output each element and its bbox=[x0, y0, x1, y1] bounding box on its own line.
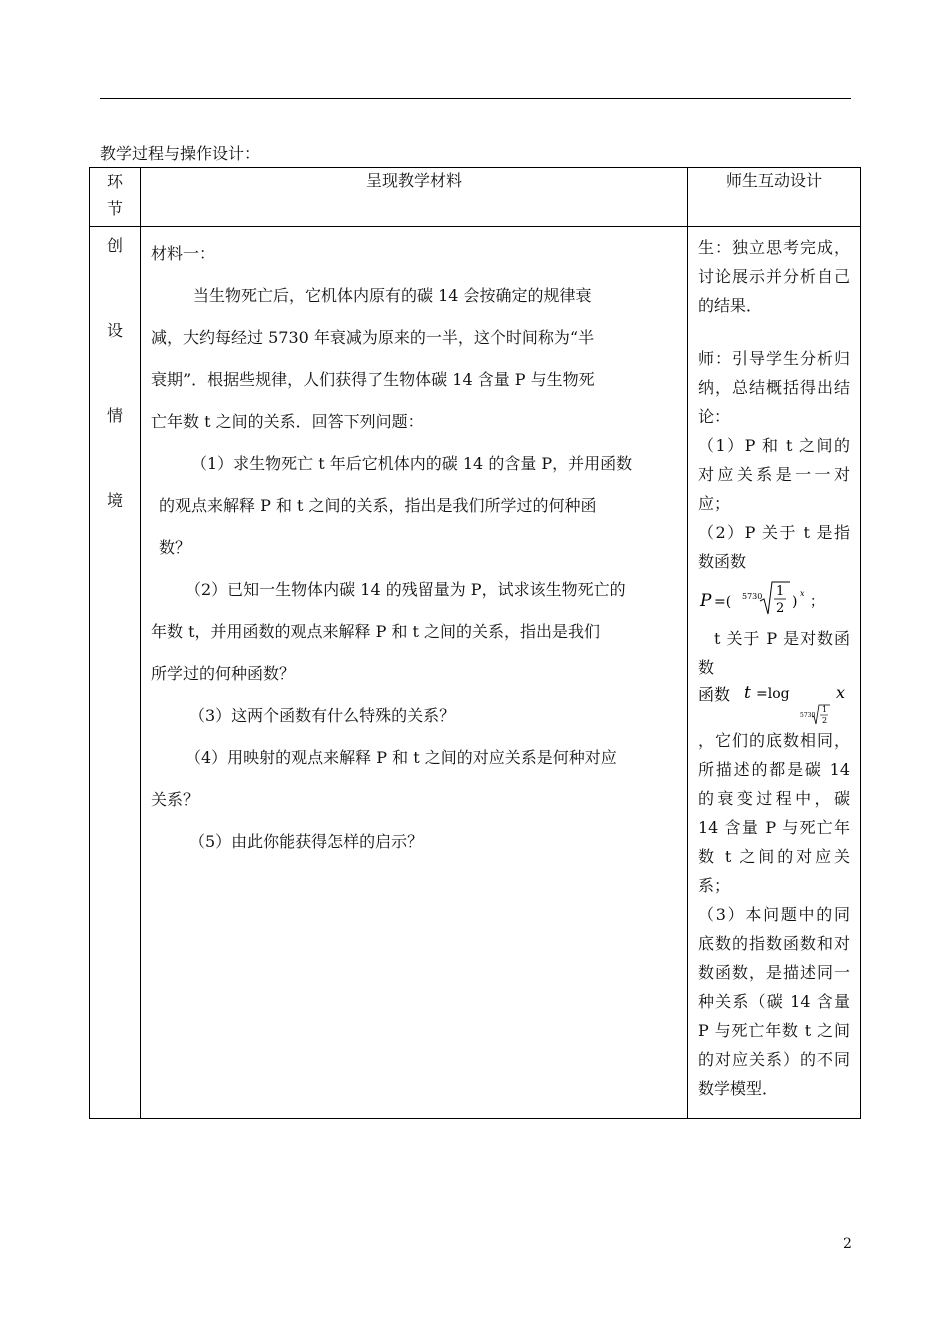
formula2-log: =log bbox=[756, 686, 790, 702]
material-intro-line1: 当生物死亡后，它机体内原有的碳 14 会按确定的规律衰 bbox=[193, 286, 592, 305]
stage-cell bbox=[90, 227, 141, 1119]
question-2-line1: （2）已知一生物体内碳 14 的残留量为 P，试求该生物死亡的 bbox=[185, 580, 626, 599]
question-1-line3: 数？ bbox=[159, 538, 192, 557]
conclusion-1: （1）P 和 t 之间的对应关系是一一对应； bbox=[698, 436, 850, 513]
header-material: 呈现教学材料 bbox=[141, 168, 688, 227]
header-rule bbox=[100, 98, 851, 99]
conclusion-2-rest: ，它们的底数相同，所描述的都是碳 14 的衰变过程中，碳 14 含量 P 与死亡年数 t 之间的对应关系； bbox=[698, 731, 850, 895]
formula1-rparen: ) bbox=[792, 594, 798, 610]
formula1-root-index: 5730 bbox=[742, 592, 763, 601]
formula2-lhs: t bbox=[744, 683, 751, 703]
interaction-cell bbox=[688, 227, 861, 1119]
page-number: 2 bbox=[843, 1236, 852, 1252]
stage-char-2: 设 bbox=[106, 321, 123, 340]
header-stage bbox=[90, 168, 141, 227]
formula1-radical bbox=[760, 582, 790, 614]
question-5: （5）由此你能获得怎样的启示？ bbox=[189, 832, 424, 851]
question-4-line2: 关系？ bbox=[151, 790, 200, 809]
section-title: 教学过程与操作设计： bbox=[100, 144, 261, 163]
formula2-base-den: 2 bbox=[822, 716, 828, 725]
table-row bbox=[90, 227, 861, 1119]
student-activity: 生：独立思考完成，讨论展示并分析自己的结果． bbox=[698, 238, 850, 315]
formula2-base-index: 5730 bbox=[800, 712, 816, 719]
conclusion-2-prefix: （2）P 关于 t 是指数函数 bbox=[698, 523, 850, 571]
question-2-line2: 年数 t，并用函数的观点来解释 P 和 t 之间的关系，指出是我们 bbox=[151, 622, 601, 641]
formula1-end: ； bbox=[810, 594, 824, 610]
stage-char-1: 创 bbox=[106, 236, 123, 255]
material-intro-line3: 衰期”．根据些规律，人们获得了生物体碳 14 含量 P 与生物死 bbox=[151, 370, 595, 389]
lesson-design-table bbox=[89, 167, 861, 1119]
teacher-activity: 师：引导学生分析归纳，总结概括得出结论： bbox=[698, 349, 850, 426]
question-4-line1: （4）用映射的观点来解释 P 和 t 之间的对应关系是何种对应 bbox=[185, 748, 617, 767]
formula1-den: 2 bbox=[776, 601, 785, 616]
material-heading: 材料一： bbox=[151, 244, 216, 263]
question-2-line3: 所学过的何种函数？ bbox=[151, 664, 296, 683]
question-1-line1: （1）求生物死亡 t 年后它机体内的碳 14 的含量 P，并用函数 bbox=[191, 454, 633, 473]
material-cell bbox=[141, 227, 688, 1119]
conclusion-3: （3）本问题中的同底数的指数函数和对数函数，是描述同一种关系（碳 14 含量 P 与死亡年数 t 之间的对应关系）的不同数学模型． bbox=[698, 905, 850, 1098]
header-stage-line1: 环 bbox=[106, 172, 123, 191]
stage-char-3: 情 bbox=[106, 406, 123, 425]
formula1-lhs: P bbox=[700, 591, 712, 611]
exponential-formula bbox=[698, 576, 850, 624]
logarithm-formula bbox=[698, 682, 850, 726]
question-1-line2: 的观点来解释 P 和 t 之间的关系，指出是我们所学过的何种函 bbox=[159, 496, 597, 515]
question-3: （3）这两个函数有什么特殊的关系？ bbox=[189, 706, 456, 725]
formula1-num: 1 bbox=[776, 584, 785, 599]
svg-text:函数: 函数 bbox=[698, 685, 731, 704]
formula2-base-num: 1 bbox=[822, 705, 828, 714]
table-header-row bbox=[90, 168, 861, 227]
conclusion-2-mid: t 关于 P 是对数函数 bbox=[698, 629, 850, 677]
header-stage-line2: 节 bbox=[106, 199, 123, 218]
formula2-arg: x bbox=[836, 683, 846, 702]
stage-char-4: 境 bbox=[106, 491, 123, 510]
formula1-eq: =( bbox=[714, 594, 732, 610]
header-interaction: 师生互动设计 bbox=[688, 168, 861, 227]
material-intro-line4: 亡年数 t 之间的关系．回答下列问题： bbox=[151, 412, 424, 431]
material-intro-line2: 减，大约每经过 5730 年衰减为原来的一半，这个时间称为“半 bbox=[151, 328, 595, 347]
formula1-exp: x bbox=[800, 589, 805, 598]
